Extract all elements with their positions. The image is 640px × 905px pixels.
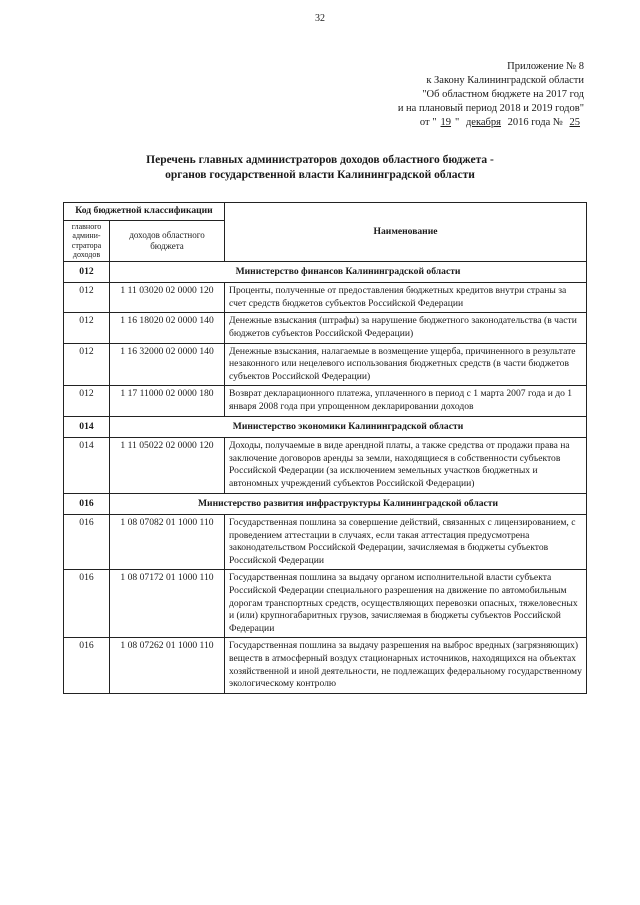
table-row (64, 438, 587, 493)
header-code: Код бюджетной классификации (64, 203, 225, 221)
table-row (64, 638, 587, 693)
group-row (64, 493, 587, 515)
group-row (64, 416, 587, 438)
name-cell: Доходы, получаемые в виде арендной платы, а также средства от продажи права на заключение договоров аренды за земли, находящиеся в собственности субъектов Российской Федерации (за исключением земельных участков бюджетных и автономных учреждений субъектов Российской Федерации) (225, 438, 587, 493)
table-row (64, 313, 587, 343)
document-title (0, 153, 640, 183)
admin-code-cell: 012 (64, 283, 110, 313)
name-cell: Денежные взыскания (штрафы) за нарушение бюджетного законодательства (в части бюджетов субъектов Российской Федерации) (225, 313, 587, 343)
table-body (64, 261, 587, 693)
title-line-1: Перечень главных администраторов доходов областного бюджета - (146, 154, 494, 166)
table-row (64, 343, 587, 386)
kbk-cell: 1 17 11000 02 0000 180 (110, 386, 225, 416)
table-row (64, 386, 587, 416)
date-month: декабря (465, 117, 501, 128)
name-cell: Денежные взыскания, налагаемые в возмещение ущерба, причиненного в результате незаконного или нецелевого использования бюджетных средств (в части бюджетов субъектов Российской Федерации) (225, 343, 587, 386)
group-row (64, 261, 587, 283)
page-number: 32 (315, 13, 325, 24)
date-number: 25 (569, 117, 580, 128)
kbk-cell: 1 11 05022 02 0000 120 (110, 438, 225, 493)
date-prefix: от " (419, 117, 437, 128)
kbk-cell: 1 08 07262 01 1000 110 (110, 638, 225, 693)
date-quote: " (455, 117, 460, 128)
title-line-2: органов государственной власти Калининградской области (165, 169, 475, 181)
date-day: 19 (440, 117, 452, 128)
name-cell: Возврат декларационного платежа, уплаченного в период с 1 марта 2007 года и до 1 января 2008 года при упрощенном декларировании доходов (225, 386, 587, 416)
group-code: 012 (64, 261, 110, 283)
date-year: 2016 года № (507, 117, 563, 128)
admin-code-cell: 016 (64, 515, 110, 570)
admin-code-cell: 012 (64, 343, 110, 386)
name-cell: Государственная пошлина за совершение действий, связанных с лицензированием, с проведением аттестации в случаях, если такая аттестация предусмотрена законодательством Российской Федерации, зачисляемая в бюджеты субъектов Российской Федерации (225, 515, 587, 570)
name-cell: Государственная пошлина за выдачу органом исполнительной власти субъекта Российской Федерации специального разрешения на движение по автомобильным дорогам транспортных средств, осуществляющих перевозки опасных, тяжеловесных и (или) крупногабаритных грузов, зачисляемая в бюджеты субъектов Российской Федерации (225, 570, 587, 638)
group-name: Министерство финансов Калининградской области (110, 261, 587, 283)
appendix-line-3: "Об областном бюджете на 2017 год (422, 89, 584, 100)
admin-code-cell: 012 (64, 313, 110, 343)
header-admin: главного админи-стратора доходов (64, 220, 110, 261)
administrators-table (63, 202, 587, 694)
name-cell: Государственная пошлина за выдачу разрешения на выброс вредных (загрязняющих) веществ в атмосферный воздух стационарных источников, находящихся на объектах хозяйственной и иной деятельности, не подлежащих федеральному государственному экологическому контролю (225, 638, 587, 693)
group-code: 014 (64, 416, 110, 438)
appendix-date-line (398, 116, 584, 130)
table-row (64, 515, 587, 570)
kbk-cell: 1 08 07172 01 1000 110 (110, 570, 225, 638)
group-code: 016 (64, 493, 110, 515)
appendix-block (398, 60, 584, 130)
admin-code-cell: 014 (64, 438, 110, 493)
appendix-line-1: Приложение № 8 (507, 61, 584, 72)
kbk-cell: 1 16 18020 02 0000 140 (110, 313, 225, 343)
admin-code-cell: 016 (64, 570, 110, 638)
group-name: Министерство развития инфраструктуры Калининградской области (110, 493, 587, 515)
kbk-cell: 1 16 32000 02 0000 140 (110, 343, 225, 386)
table-row (64, 283, 587, 313)
group-name: Министерство экономики Калининградской области (110, 416, 587, 438)
header-income: доходов областного бюджета (110, 220, 225, 261)
name-cell: Проценты, полученные от предоставления бюджетных кредитов внутри страны за счет средств бюджетов субъектов Российской Федерации (225, 283, 587, 313)
admin-code-cell: 016 (64, 638, 110, 693)
table-row (64, 570, 587, 638)
admin-code-cell: 012 (64, 386, 110, 416)
appendix-line-4: и на плановый период 2018 и 2019 годов" (397, 103, 584, 114)
appendix-line-2: к Закону Калининградской области (426, 75, 584, 86)
header-name: Наименование (225, 203, 587, 262)
kbk-cell: 1 08 07082 01 1000 110 (110, 515, 225, 570)
kbk-cell: 1 11 03020 02 0000 120 (110, 283, 225, 313)
